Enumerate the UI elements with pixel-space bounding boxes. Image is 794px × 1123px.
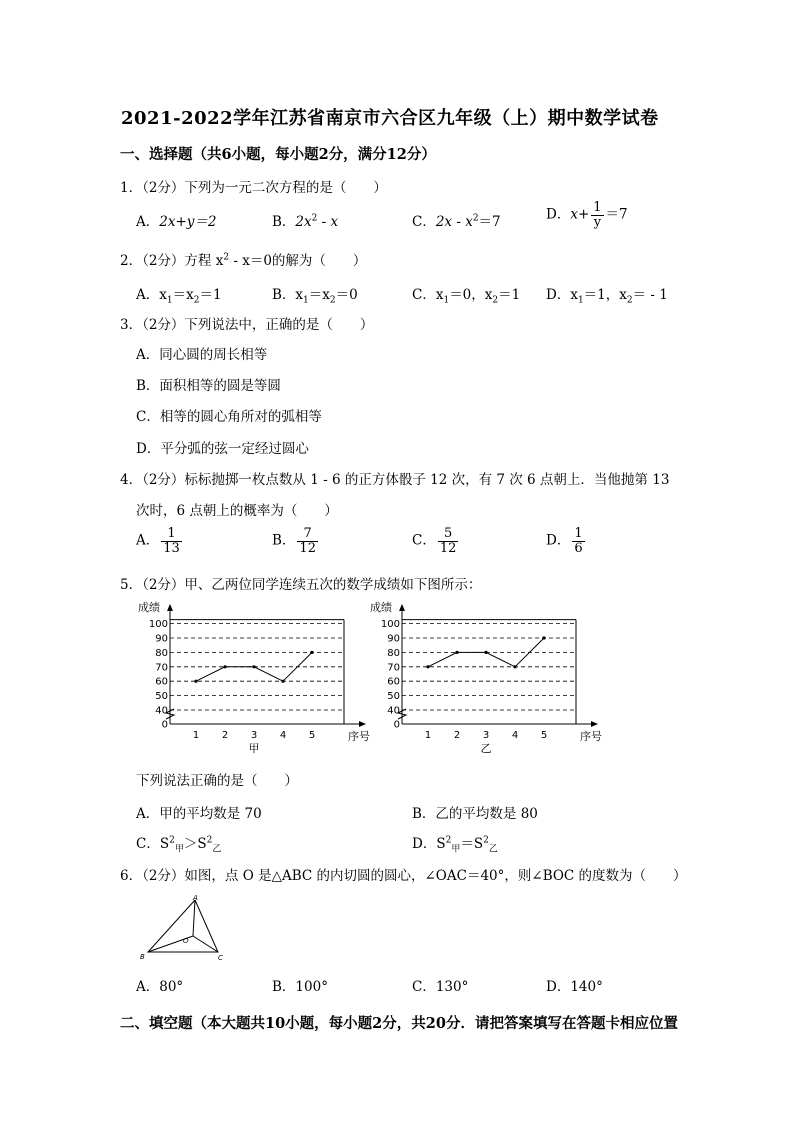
- x-tick-label: 2: [221, 730, 229, 741]
- question-2-option-c: C．$x_1=0$，$x_2=1$: [412, 287, 521, 306]
- question-5-option-a: A．甲的平均数是 70: [136, 806, 262, 822]
- y-tick-label: 80: [387, 647, 400, 659]
- x-tick-label: 4: [511, 730, 519, 741]
- y-tick-label: 90: [155, 633, 168, 645]
- data-point: [542, 636, 545, 639]
- question-4-stem-line1: 4．（2分）标标抛掷一枚点数从 1 - 6 的正方体骰子 12 次，有 7 次 6 点朝上．当他抛第 13: [120, 472, 670, 488]
- x-tick-label: 5: [308, 730, 316, 741]
- question-2-option-a: A．$x_1=x_2=1$: [136, 287, 222, 306]
- y-tick-label: 60: [155, 676, 168, 688]
- question-2-option-d: D．$x_1=1$，$x_2= - 1$: [546, 287, 668, 306]
- y-tick-label: 50: [155, 691, 168, 703]
- label-o: O: [183, 937, 189, 945]
- x-tick-label: 4: [279, 730, 287, 741]
- y-tick-label: 70: [387, 662, 400, 674]
- question-6-option-d: D．140°: [546, 979, 603, 995]
- page-title: 2021-2022学年江苏省南京市六合区九年级（上）期中数学试卷: [121, 108, 659, 129]
- x-axis-arrow: [359, 721, 366, 727]
- x-tick-label: 2: [453, 730, 461, 741]
- y-tick-label: 0: [161, 719, 168, 731]
- question-1-option-b: B．$2x^2$ - x: [272, 213, 339, 230]
- y-tick-label: 0: [393, 719, 400, 731]
- label-c: C: [218, 954, 223, 962]
- question-3-option-d: D．平分弧的弦一定经过圆心: [136, 441, 309, 457]
- x-tick-label: 3: [250, 730, 258, 741]
- chart-caption: 甲: [248, 742, 260, 755]
- x-tick-label: 5: [540, 730, 548, 741]
- question-6-option-c: C．130°: [412, 979, 469, 995]
- segment-oa: [193, 900, 195, 936]
- question-5-option-c: C．$S^2_甲>S^2_乙$: [136, 835, 222, 855]
- y-tick-label: 40: [155, 705, 168, 717]
- question-1-stem: 1．（2分）下列为一元二次方程的是（ ）: [120, 180, 387, 196]
- triangle-incenter-figure: [138, 894, 228, 962]
- question-3-option-c: C．相等的圆心角所对的弧相等: [136, 409, 322, 425]
- section-heading-choice: 一、选择题（共6小题，每小题2分，满分12分）: [120, 146, 436, 163]
- question-3-stem: 3．（2分）下列说法中，正确的是（ ）: [120, 317, 374, 333]
- data-point: [252, 665, 255, 668]
- question-5-option-d: D．$S^2_甲=S^2_乙$: [412, 835, 498, 855]
- question-6-option-b: B．100°: [272, 979, 328, 995]
- question-5-stem: 5．（2分）甲、乙两位同学连续五次的数学成绩如下图所示：: [120, 577, 482, 593]
- fraction-1-over-y: $\frac{1}{y}$: [593, 200, 602, 230]
- question-4-option-c: C． $\frac{5}{12}$: [412, 526, 457, 556]
- y-tick-label: 60: [387, 676, 400, 688]
- x-axis-label: 序号: [348, 730, 370, 743]
- question-3-option-a: A．同心圆的周长相等: [136, 347, 268, 363]
- data-point: [455, 651, 458, 654]
- data-point: [426, 665, 429, 668]
- data-point: [281, 680, 284, 683]
- question-6-option-a: A．80°: [136, 979, 184, 995]
- question-4-option-a: A． $\frac{1}{13}$: [136, 526, 180, 556]
- question-5-option-b: B．乙的平均数是 80: [412, 806, 538, 822]
- y-axis-arrow: [167, 604, 173, 611]
- x-tick-label: 1: [192, 730, 200, 741]
- y-tick-label: 50: [387, 691, 400, 703]
- question-2-option-b: B．$x_1=x_2=0$: [272, 287, 358, 306]
- y-axis-arrow: [399, 604, 405, 611]
- data-point: [484, 651, 487, 654]
- question-1-option-d: D．x+ $\frac{1}{y}$ ＝7: [546, 200, 628, 230]
- question-4-option-d: D． $\frac{1}{6}$: [546, 526, 583, 556]
- chart-caption: 乙: [480, 742, 492, 755]
- y-axis-label: 成绩: [370, 601, 392, 614]
- data-point: [513, 665, 516, 668]
- data-point: [223, 665, 226, 668]
- line-chart-jia: [136, 598, 376, 758]
- question-5-prompt: 下列说法正确的是（ ）: [136, 773, 298, 789]
- question-4-option-b: B． $\frac{7}{12}$: [272, 526, 316, 556]
- y-tick-label: 40: [387, 705, 400, 717]
- x-tick-label: 1: [424, 730, 432, 741]
- label-b: B: [140, 953, 145, 961]
- label-a: A: [193, 894, 198, 902]
- y-tick-label: 100: [148, 619, 168, 631]
- question-3-option-b: B．面积相等的圆是等圆: [136, 378, 281, 394]
- data-point: [310, 651, 313, 654]
- question-1-option-c: C．$2x - x^2=7$: [412, 213, 501, 230]
- line-chart-yi: [368, 598, 608, 758]
- y-tick-label: 100: [380, 619, 400, 631]
- y-tick-label: 70: [155, 662, 168, 674]
- y-tick-label: 90: [387, 633, 400, 645]
- question-4-stem-line2: 次时，6 点朝上的概率为（ ）: [136, 503, 338, 519]
- y-axis-label: 成绩: [138, 601, 160, 614]
- question-6-stem: 6．（2分）如图，点 O 是△ABC 的内切圆的圆心，∠OAC＝40°，则∠BOC 的度数为（ ）: [120, 868, 687, 884]
- question-1-option-a: A．2x+y＝2: [136, 214, 217, 230]
- x-tick-label: 3: [482, 730, 490, 741]
- x-axis-label: 序号: [580, 730, 602, 743]
- y-tick-label: 80: [155, 647, 168, 659]
- data-point: [194, 680, 197, 683]
- x-axis-arrow: [591, 721, 598, 727]
- section-heading-fill-blank: 二、填空题（本大题共10小题，每小题2分，共20分．请把答案填写在答题卡相应位置: [120, 1015, 678, 1032]
- question-2-stem: 2．（2分）方程 $x^2 - x=0$的解为（ ）: [120, 252, 367, 269]
